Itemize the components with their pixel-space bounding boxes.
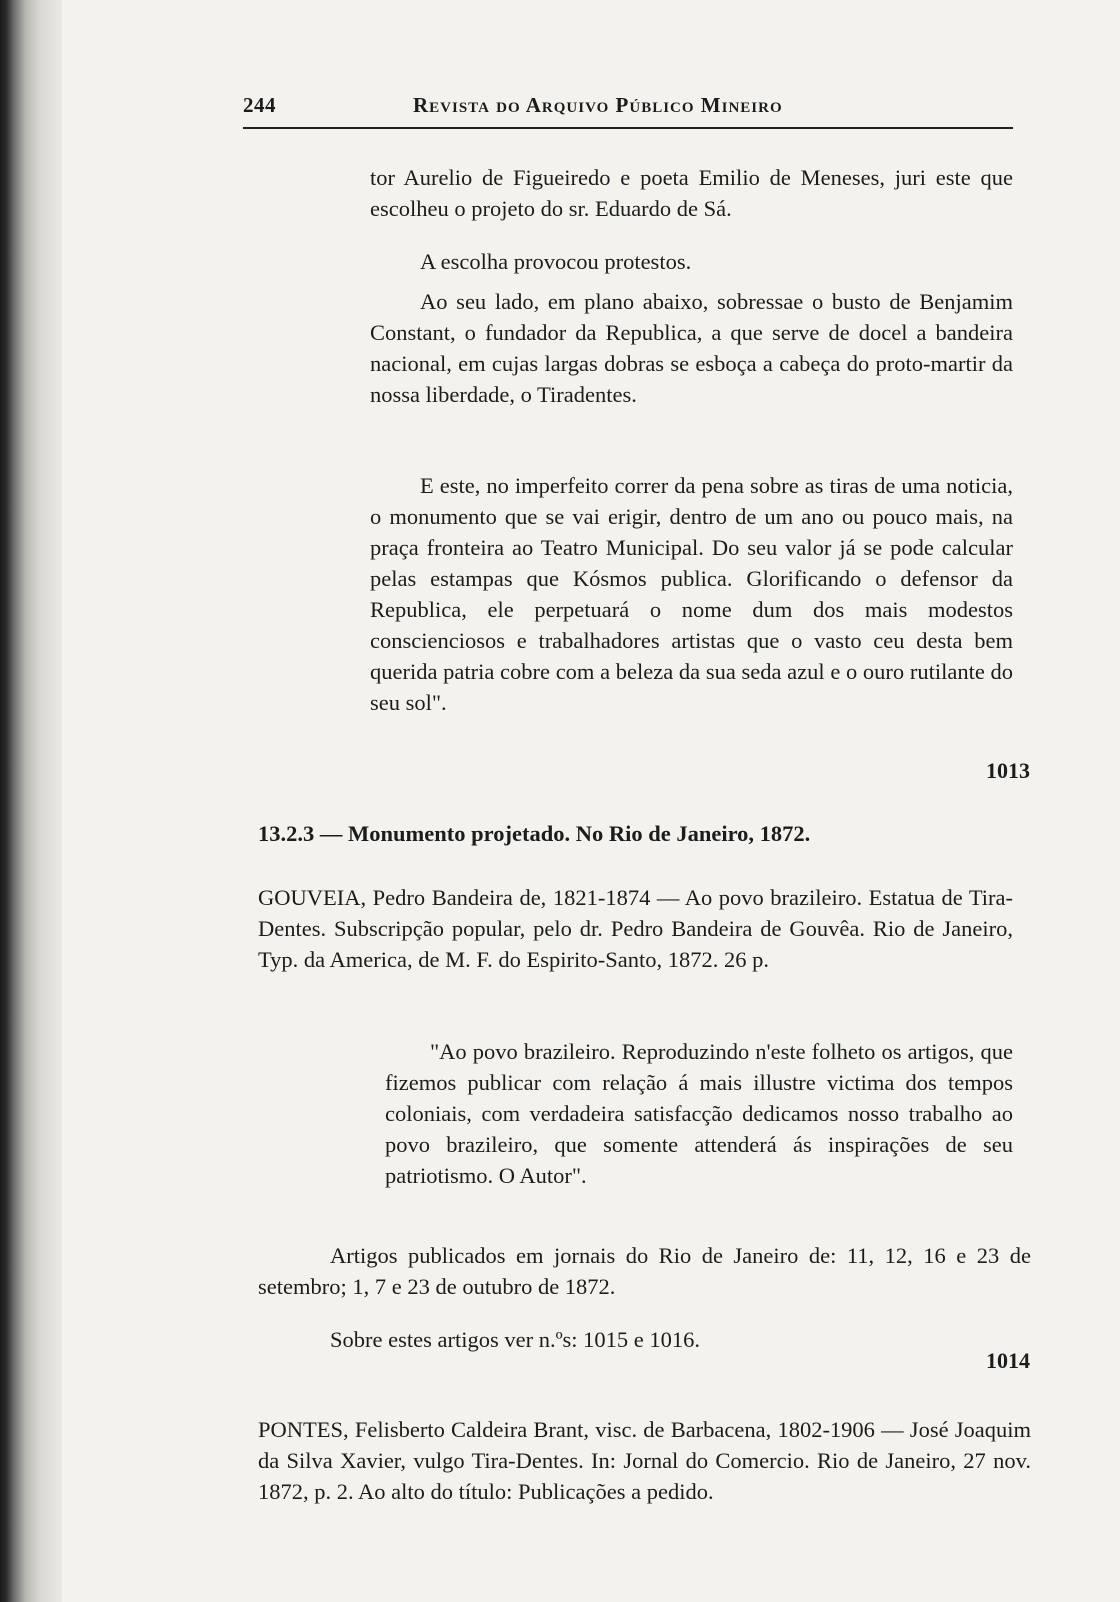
running-title: Revista do Arquivo Público Mineiro <box>413 93 783 117</box>
page-header <box>243 93 1013 129</box>
paragraph-jury: tor Aurelio de Figueiredo e poeta Emilio de Meneses, juri este que escolheu o projeto do sr. Eduardo de Sá. <box>370 165 1013 221</box>
entry-number-1013: 1013 <box>986 758 1030 783</box>
entry-number-1014: 1014 <box>986 1348 1030 1373</box>
section-heading: 13.2.3 — Monumento projetado. No Rio de Janeiro, 1872. <box>258 821 811 846</box>
paragraph-protests: A escolha provocou protestos. <box>420 249 692 274</box>
page-number: 244 <box>243 93 276 117</box>
paragraph-monument: E este, no imperfeito correr da pena sobre as tiras de uma noticia, o monumento que se vai erigir, dentro de um ano ou pouco mais, na praça fronteira ao Teatro Municipal. Do seu valor já se pode calcular pelas estampas que Kósmos publica. Glorificando o defensor da Republica, ele perpetuará o nome dum dos mais modestos conscienciosos e trabalhadores artistas que o vasto ceu desta bem querida patria cobre com a beleza da sua seda azul e o ouro rutilante do seu sol". <box>370 473 1013 715</box>
quote-gouveia: "Ao povo brazileiro. Reproduzindo n'este folheto os artigos, que fizemos publicar com relação á mais illustre victima dos tempos coloniais, com verdadeira satisfacção dedicamos nosso trabalho ao povo brazileiro, que somente attenderá ás inspirações de seu patriotismo. O Autor". <box>385 1039 1013 1188</box>
paragraph-artigos: Artigos publicados em jornais do Rio de Janeiro de: 11, 12, 16 e 23 de setembro; 1, 7 e 23 de outubro de 1872. <box>258 1243 1031 1299</box>
paragraph-sobre: Sobre estes artigos ver n.ºs: 1015 e 1016. <box>330 1327 701 1352</box>
citation-pontes: PONTES, Felisberto Caldeira Brant, visc. de Barbacena, 1802-1906 — José Joaquim da Silva Xavier, vulgo Tira-Dentes. In: Jornal do Comercio. Rio de Janeiro, 27 nov. 1872, p. 2. Ao alto do título: Publicações a pedido. <box>258 1417 1031 1504</box>
paragraph-benjamim-constant: Ao seu lado, em plano abaixo, sobressae o busto de Benjamim Constant, o fundador da Republica, a que serve de docel a bandeira nacional, em cujas largas dobras se esboça a cabeça do proto-martir da nossa liberdade, o Tiradentes. <box>370 289 1013 407</box>
citation-gouveia: GOUVEIA, Pedro Bandeira de, 1821-1874 — Ao povo brazileiro. Estatua de Tira-Dentes. Subscripção popular, pelo dr. Pedro Bandeira de Gouvêa. Rio de Janeiro, Typ. da America, de M. F. do Espirito-Santo, 1872. 26 p. <box>258 885 1013 972</box>
